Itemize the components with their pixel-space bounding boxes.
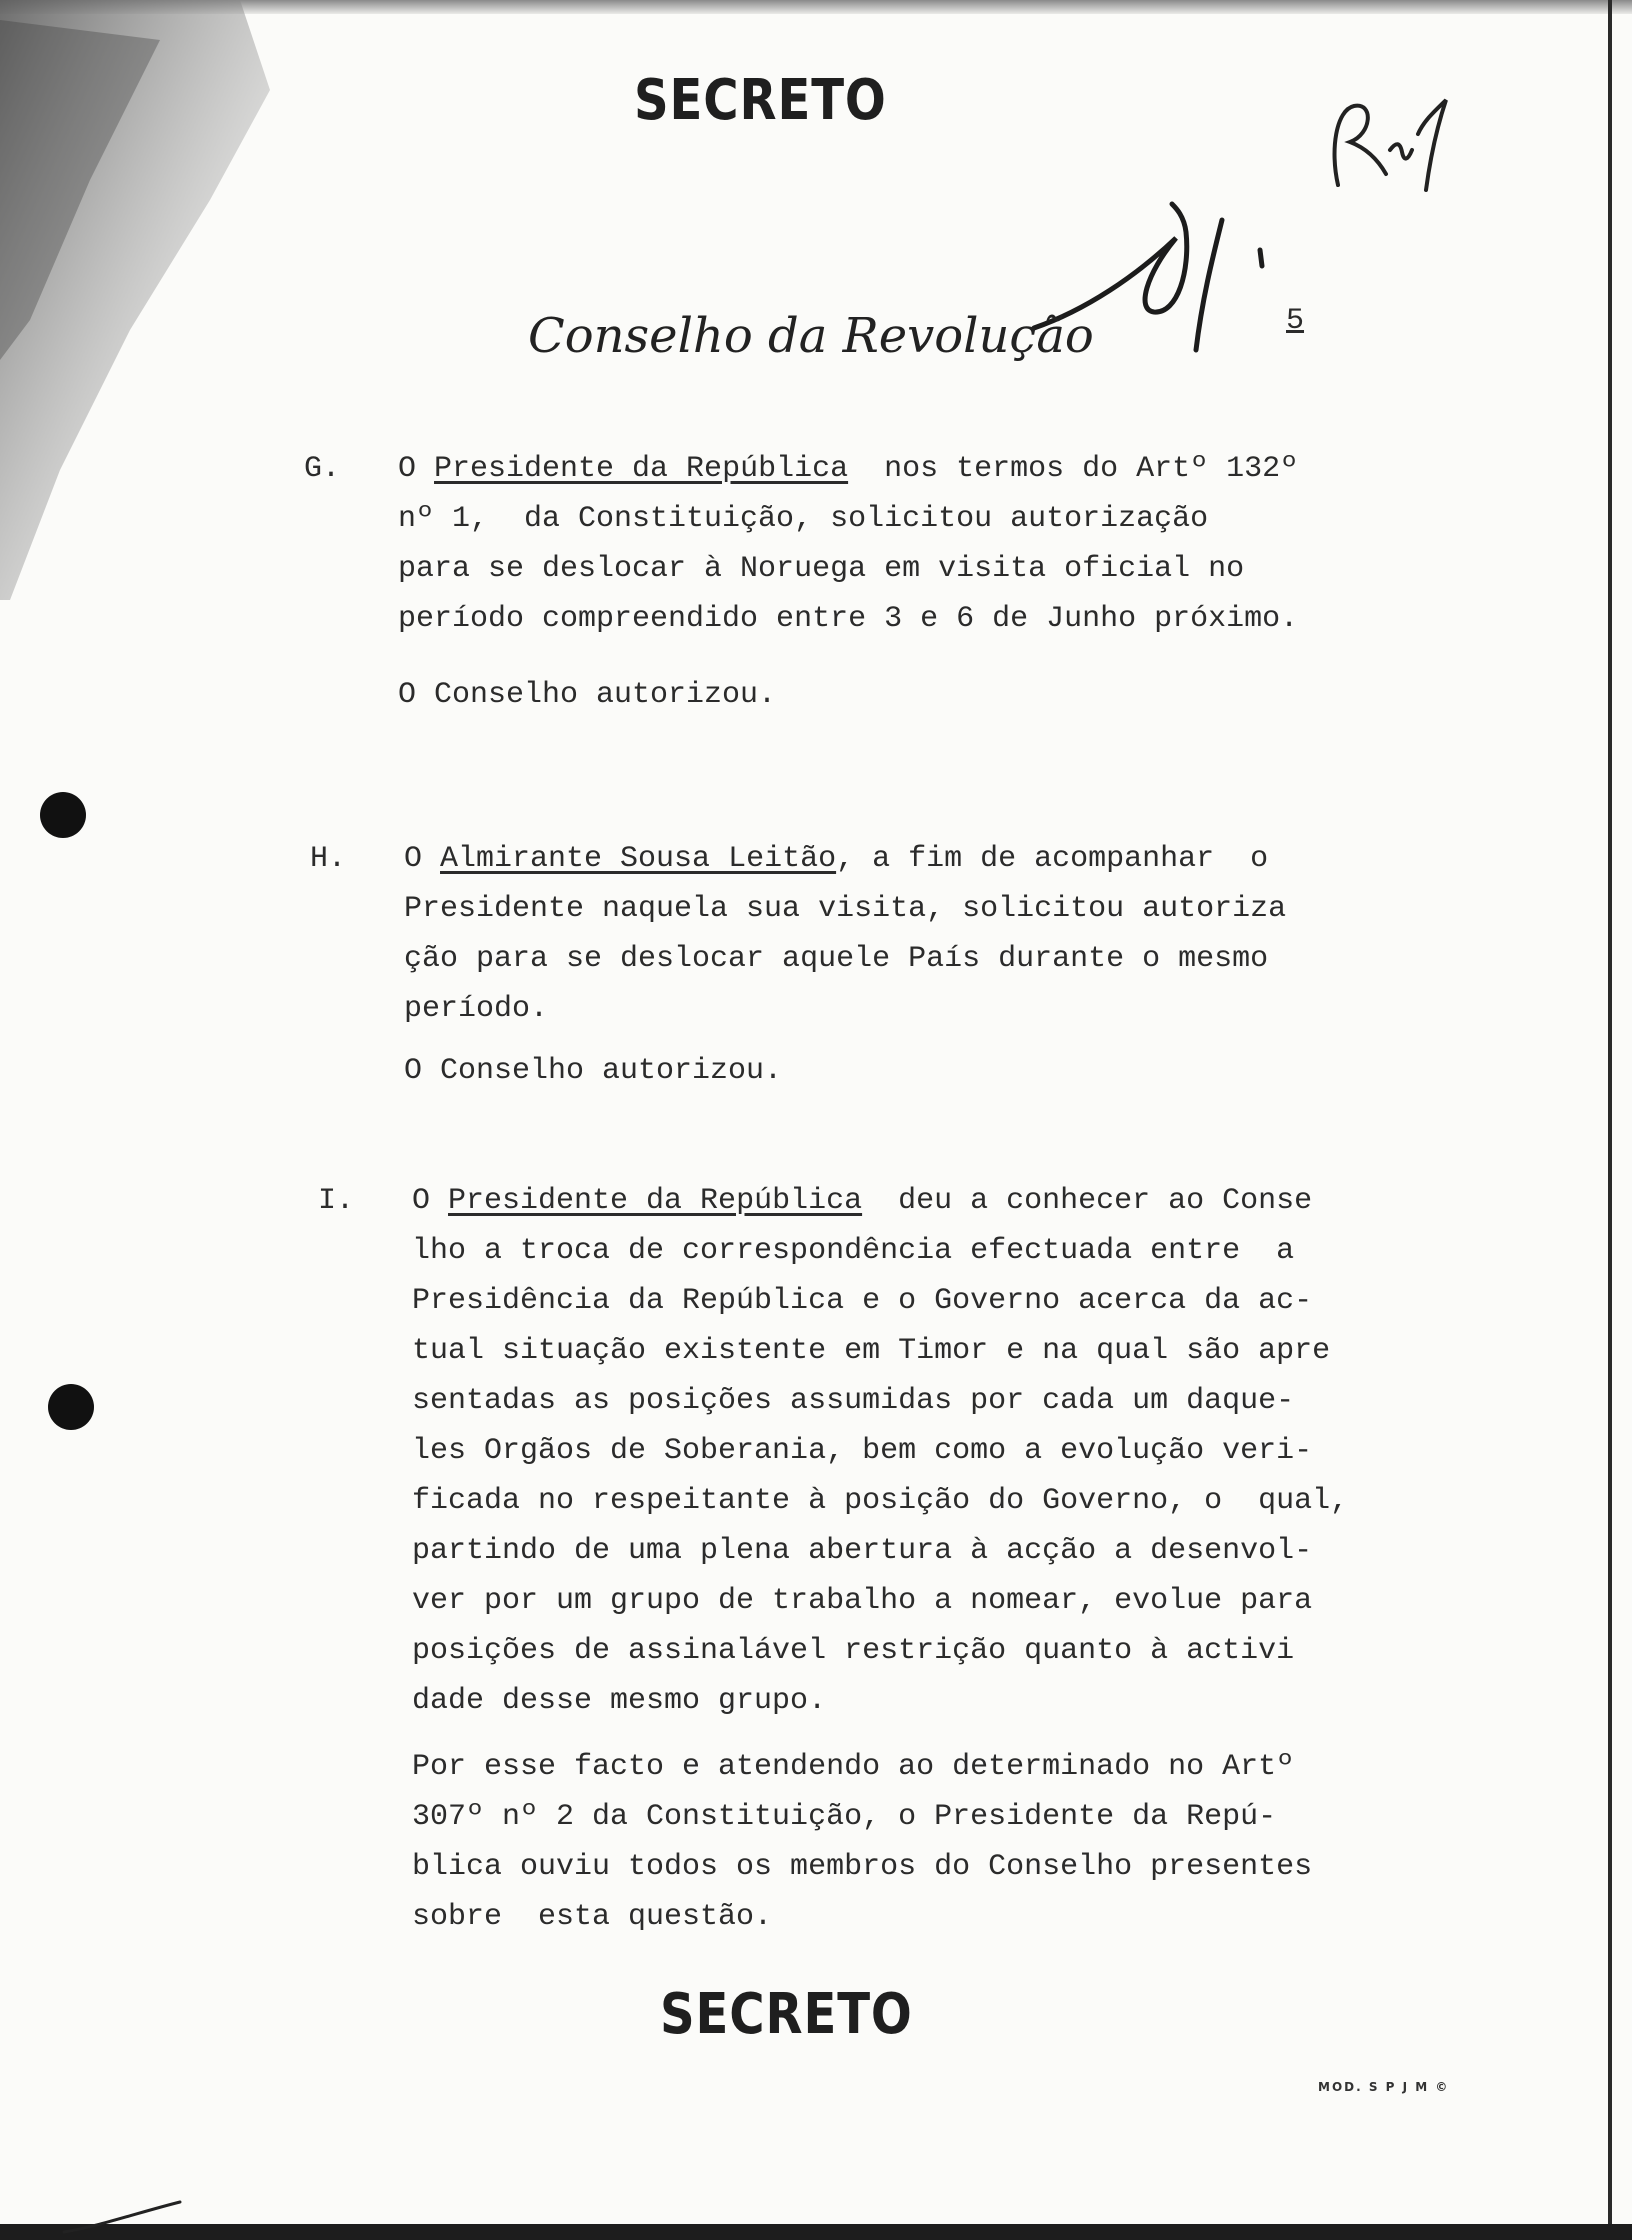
text-line: período compreendido entre 3 e 6 de Junho próximo. bbox=[398, 602, 1299, 636]
scan-edge-bottom bbox=[0, 2224, 1632, 2240]
text-line: les Orgãos de Soberania, bem como a evolução veri- bbox=[412, 1434, 1313, 1468]
text-line: O Presidente da República deu a conhecer ao Conse bbox=[412, 1184, 1313, 1218]
text-line: posições de assinalável restrição quanto à activi bbox=[412, 1634, 1295, 1668]
text-line: tual situação existente em Timor e na qual são apre bbox=[412, 1334, 1331, 1368]
text-line: blica ouviu todos os membros do Conselho presentes bbox=[412, 1850, 1313, 1884]
text-line: sobre esta questão. bbox=[412, 1900, 773, 1934]
handwritten-initials bbox=[1326, 90, 1456, 200]
text-line: para se deslocar à Noruega em visita oficial no bbox=[398, 552, 1245, 586]
scan-edge-right bbox=[1608, 0, 1612, 2240]
classification-stamp-bottom: SECRETO bbox=[660, 1982, 913, 2047]
underlined-name: Presidente da República bbox=[448, 1184, 863, 1218]
text-line: partindo de uma plena abertura à acção a desenvol- bbox=[412, 1534, 1313, 1568]
text-line: nº 1, da Constituição, solicitou autorização bbox=[398, 502, 1209, 536]
text-line: ver por um grupo de trabalho a nomear, evolue para bbox=[412, 1584, 1313, 1618]
entry-letter: G. bbox=[304, 452, 341, 486]
entry-body bbox=[412, 1176, 1412, 1942]
scan-smudge-left bbox=[0, 0, 300, 600]
classification-stamp-top: SECRETO bbox=[634, 68, 887, 133]
text-line: O Presidente da República nos termos do Artº 132º bbox=[398, 452, 1299, 486]
entry-body bbox=[404, 834, 1404, 1096]
underlined-name: Presidente da República bbox=[434, 452, 849, 486]
text-line: sentadas as posições assumidas por cada um daque- bbox=[412, 1384, 1295, 1418]
text-line: ção para se deslocar aquele País durante o mesmo bbox=[404, 942, 1269, 976]
text-line: Por esse facto e atendendo ao determinado no Artº bbox=[412, 1750, 1295, 1784]
conclusion: O Conselho autorizou. bbox=[404, 1054, 783, 1088]
page-number: 5 bbox=[1286, 304, 1305, 338]
punch-hole-1 bbox=[40, 792, 86, 838]
text-line: período. bbox=[404, 992, 549, 1026]
council-title: Conselho da Revolução bbox=[528, 308, 1094, 364]
underlined-name: Almirante Sousa Leitão bbox=[440, 842, 837, 876]
text-line: ficada no respeitante à posição do Governo, o qual, bbox=[412, 1484, 1349, 1518]
punch-hole-2 bbox=[48, 1384, 94, 1430]
text-line: Presidência da República e o Governo acerca da ac- bbox=[412, 1284, 1313, 1318]
text-line: dade desse mesmo grupo. bbox=[412, 1684, 827, 1718]
text-line: lho a troca de correspondência efectuada entre a bbox=[412, 1234, 1295, 1268]
text-line: O Almirante Sousa Leitão, a fim de acompanhar o bbox=[404, 842, 1269, 876]
pen-stroke bbox=[60, 2196, 200, 2236]
form-code: MOD. S P J M © bbox=[1318, 2080, 1450, 2094]
text-line: Presidente naquela sua visita, solicitou autoriza bbox=[404, 892, 1287, 926]
conclusion: O Conselho autorizou. bbox=[398, 678, 777, 712]
entry-letter: H. bbox=[310, 842, 347, 876]
entry-letter: I. bbox=[318, 1184, 355, 1218]
text-line: 307º nº 2 da Constituição, o Presidente da Repú- bbox=[412, 1800, 1277, 1834]
entry-body bbox=[398, 444, 1398, 720]
